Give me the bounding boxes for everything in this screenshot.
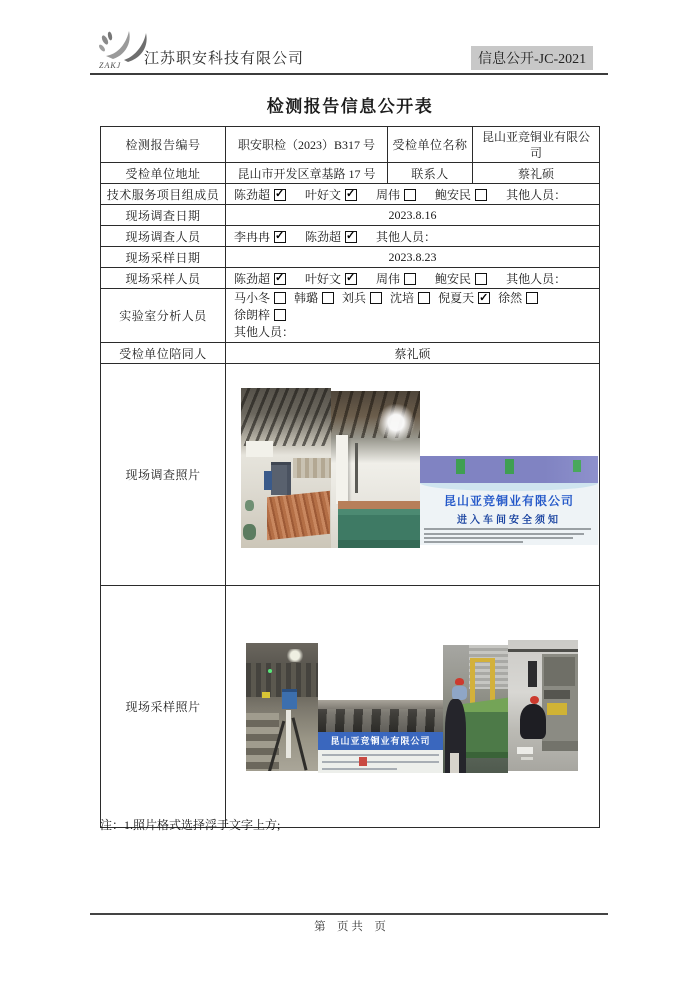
footer-divider — [90, 913, 608, 915]
sign-text-line — [424, 537, 574, 539]
member-name: 马小冬 — [234, 291, 271, 305]
contact-value: 蔡礼硕 — [473, 163, 600, 184]
member — [342, 291, 382, 305]
tripod-pole — [286, 710, 291, 759]
member-name: 叶好文 — [305, 271, 342, 286]
member — [498, 291, 538, 305]
machinery — [271, 462, 292, 496]
member — [234, 308, 286, 322]
row-address — [101, 163, 600, 184]
checkbox-icon — [404, 189, 416, 201]
green-machine — [461, 712, 508, 758]
ceiling-pipe — [508, 649, 578, 652]
member-name: 陈劲超 — [234, 271, 271, 286]
sampling-photo-machine-2 — [508, 640, 578, 771]
checkbox-icon — [526, 292, 538, 304]
yellow-frame — [470, 658, 494, 662]
survey-photo-safety-sign — [420, 456, 598, 545]
sampling-photo-machine-1 — [443, 645, 508, 773]
sampling-date-label: 现场采样日期 — [101, 247, 226, 268]
member-name: 周伟 — [376, 187, 401, 202]
lab-staff-line2: 其他人员： — [234, 325, 295, 339]
member-name: 韩璐 — [294, 291, 319, 305]
row-report-no — [101, 127, 600, 163]
tech-team-members — [226, 184, 600, 205]
member-name: 陈劲超 — [305, 229, 342, 244]
survey-photo-workshop-1 — [241, 388, 331, 548]
checkbox-icon — [345, 273, 357, 285]
other-staff-label: 其他人员： — [376, 229, 437, 244]
member — [376, 272, 416, 286]
page-title: 检测报告信息公开表 — [266, 97, 434, 116]
accompany-label: 受检单位陪同人 — [101, 343, 226, 364]
checkbox-icon — [274, 273, 286, 285]
survey-photo-workshop-2 — [331, 391, 420, 548]
sign-wave — [420, 483, 598, 491]
sign-text-line — [424, 541, 524, 543]
member-name: 叶好文 — [305, 187, 342, 202]
red-helmet — [530, 696, 539, 704]
doc-code-badge: 信息公开-JC-2021 — [471, 46, 593, 70]
press-slot — [544, 690, 569, 699]
sampler-device — [282, 689, 297, 709]
member-name: 徐朗梓 — [234, 308, 271, 322]
dark-box — [528, 661, 537, 687]
ceiling-sheets — [318, 709, 443, 732]
row-tech-team — [101, 184, 600, 205]
company-name: 江苏职安科技有限公司 — [144, 51, 305, 67]
green-tab — [456, 459, 465, 474]
light-glow — [286, 649, 305, 662]
member — [435, 272, 487, 286]
survey-date-value: 2023.8.16 — [226, 205, 600, 226]
unit-name-value: 昆山亚竞铜业有限公司 — [473, 127, 600, 163]
contact-label: 联系人 — [388, 163, 473, 184]
member — [234, 291, 286, 305]
green-bin — [245, 500, 254, 511]
form-line — [322, 754, 440, 756]
survey-staff-label: 现场调查人员 — [101, 226, 226, 247]
sign-text-line — [424, 533, 584, 535]
member-name: 周伟 — [376, 271, 401, 286]
member — [234, 230, 286, 244]
tripod-leg — [291, 718, 307, 771]
banner-company-name: 昆山亚竞铜业有限公司 — [318, 732, 443, 750]
red-helmet — [455, 678, 464, 685]
green-bin — [243, 524, 257, 540]
red-stamp — [359, 757, 367, 766]
lab-staff-members — [226, 289, 600, 343]
checkbox-icon — [475, 189, 487, 201]
checkbox-icon — [478, 292, 490, 304]
operator-silhouette — [520, 704, 546, 739]
copper-strips-pile — [267, 490, 330, 540]
member — [376, 188, 416, 202]
accompany-value: 蔡礼硕 — [226, 343, 600, 364]
member-name: 徐然 — [498, 291, 523, 305]
copper-strip — [338, 501, 420, 509]
report-no-label: 检测报告编号 — [101, 127, 226, 163]
member — [305, 230, 357, 244]
sign-title: 进入车间安全须知 — [457, 515, 561, 527]
lab-staff-label: 实验室分析人员 — [101, 289, 226, 343]
row-survey-date — [101, 205, 600, 226]
tech-team-label: 技术服务项目组成员 — [101, 184, 226, 205]
light-flare — [377, 404, 414, 442]
sampling-date-value: 2023.8.23 — [226, 247, 600, 268]
pipe — [355, 443, 358, 493]
member — [435, 188, 487, 202]
member — [305, 188, 357, 202]
member — [305, 272, 357, 286]
member-name: 沈培 — [390, 291, 415, 305]
member-name: 鲍安民 — [435, 187, 472, 202]
sampling-staff-members — [226, 268, 600, 289]
report-no-value: 职安职检（2023）B317 号 — [226, 127, 388, 163]
member — [294, 291, 334, 305]
press-head — [544, 657, 575, 686]
other-staff-label: 其他人员： — [506, 271, 567, 286]
sign-text-line — [424, 528, 591, 530]
checkbox-icon — [345, 189, 357, 201]
white-stool — [517, 747, 533, 754]
logo-text: ZAKJ — [99, 61, 122, 70]
sampling-photos-area — [226, 586, 600, 828]
survey-date-label: 现场调查日期 — [101, 205, 226, 226]
checkbox-icon — [322, 292, 334, 304]
shelf-rack — [293, 458, 331, 477]
row-survey-staff — [101, 226, 600, 247]
sign-company-name: 昆山亚竞铜业有限公司 — [443, 494, 574, 509]
sampling-photo-tripod — [246, 643, 318, 771]
page-footer: 第 页 共 页 — [314, 921, 386, 933]
yellow-part — [547, 703, 567, 715]
member-name: 李冉冉 — [234, 229, 271, 244]
checkbox-icon — [274, 231, 286, 243]
member-name: 鲍安民 — [435, 271, 472, 286]
member-name: 刘兵 — [342, 291, 367, 305]
survey-photos-area — [226, 364, 600, 586]
white-column — [336, 435, 348, 504]
address-value: 昆山市开发区章基路 17 号 — [226, 163, 388, 184]
row-survey-photos — [101, 364, 600, 586]
survey-photos-label: 现场调查照片 — [101, 364, 226, 586]
member — [234, 188, 286, 202]
checkbox-icon — [370, 292, 382, 304]
member-name: 倪夏天 — [438, 291, 475, 305]
green-tab — [505, 459, 514, 474]
row-sampling-date — [101, 247, 600, 268]
machinery-blue — [264, 471, 271, 490]
member — [234, 272, 286, 286]
footnote: 注：1.照片格式选择浮于文字上方; — [100, 818, 281, 832]
checkbox-icon — [418, 292, 430, 304]
checkbox-icon — [345, 231, 357, 243]
checkbox-icon — [274, 292, 286, 304]
row-accompany — [101, 343, 600, 364]
worker-pants — [450, 753, 460, 773]
member — [390, 291, 430, 305]
row-lab-staff — [101, 289, 600, 343]
member — [438, 291, 490, 305]
stairs — [246, 713, 279, 771]
checkbox-icon — [404, 273, 416, 285]
worker-shirt — [452, 686, 467, 700]
header-divider — [90, 73, 608, 75]
checkbox-icon — [475, 273, 487, 285]
member-name: 陈劲超 — [234, 187, 271, 202]
window-light — [246, 441, 273, 457]
address-label: 受检单位地址 — [101, 163, 226, 184]
form-line — [322, 761, 440, 763]
row-sampling-photos — [101, 586, 600, 828]
row-sampling-staff — [101, 268, 600, 289]
checkbox-icon — [274, 309, 286, 321]
roof-trusses — [241, 388, 331, 446]
checkbox-icon — [274, 189, 286, 201]
report-form-table — [100, 126, 600, 828]
sampling-photos-label: 现场采样照片 — [101, 586, 226, 828]
green-indicator — [268, 669, 272, 673]
sampling-staff-label: 现场采样人员 — [101, 268, 226, 289]
lab-staff-line1 — [234, 290, 599, 324]
unit-name-label: 受检单位名称 — [388, 127, 473, 163]
green-tab — [573, 460, 581, 472]
yellow-sign — [262, 692, 270, 698]
form-line — [322, 768, 397, 770]
green-machine — [338, 509, 420, 548]
sampling-photo-banner — [318, 700, 443, 773]
survey-staff-members — [226, 226, 600, 247]
other-staff-label: 其他人员： — [506, 187, 567, 202]
